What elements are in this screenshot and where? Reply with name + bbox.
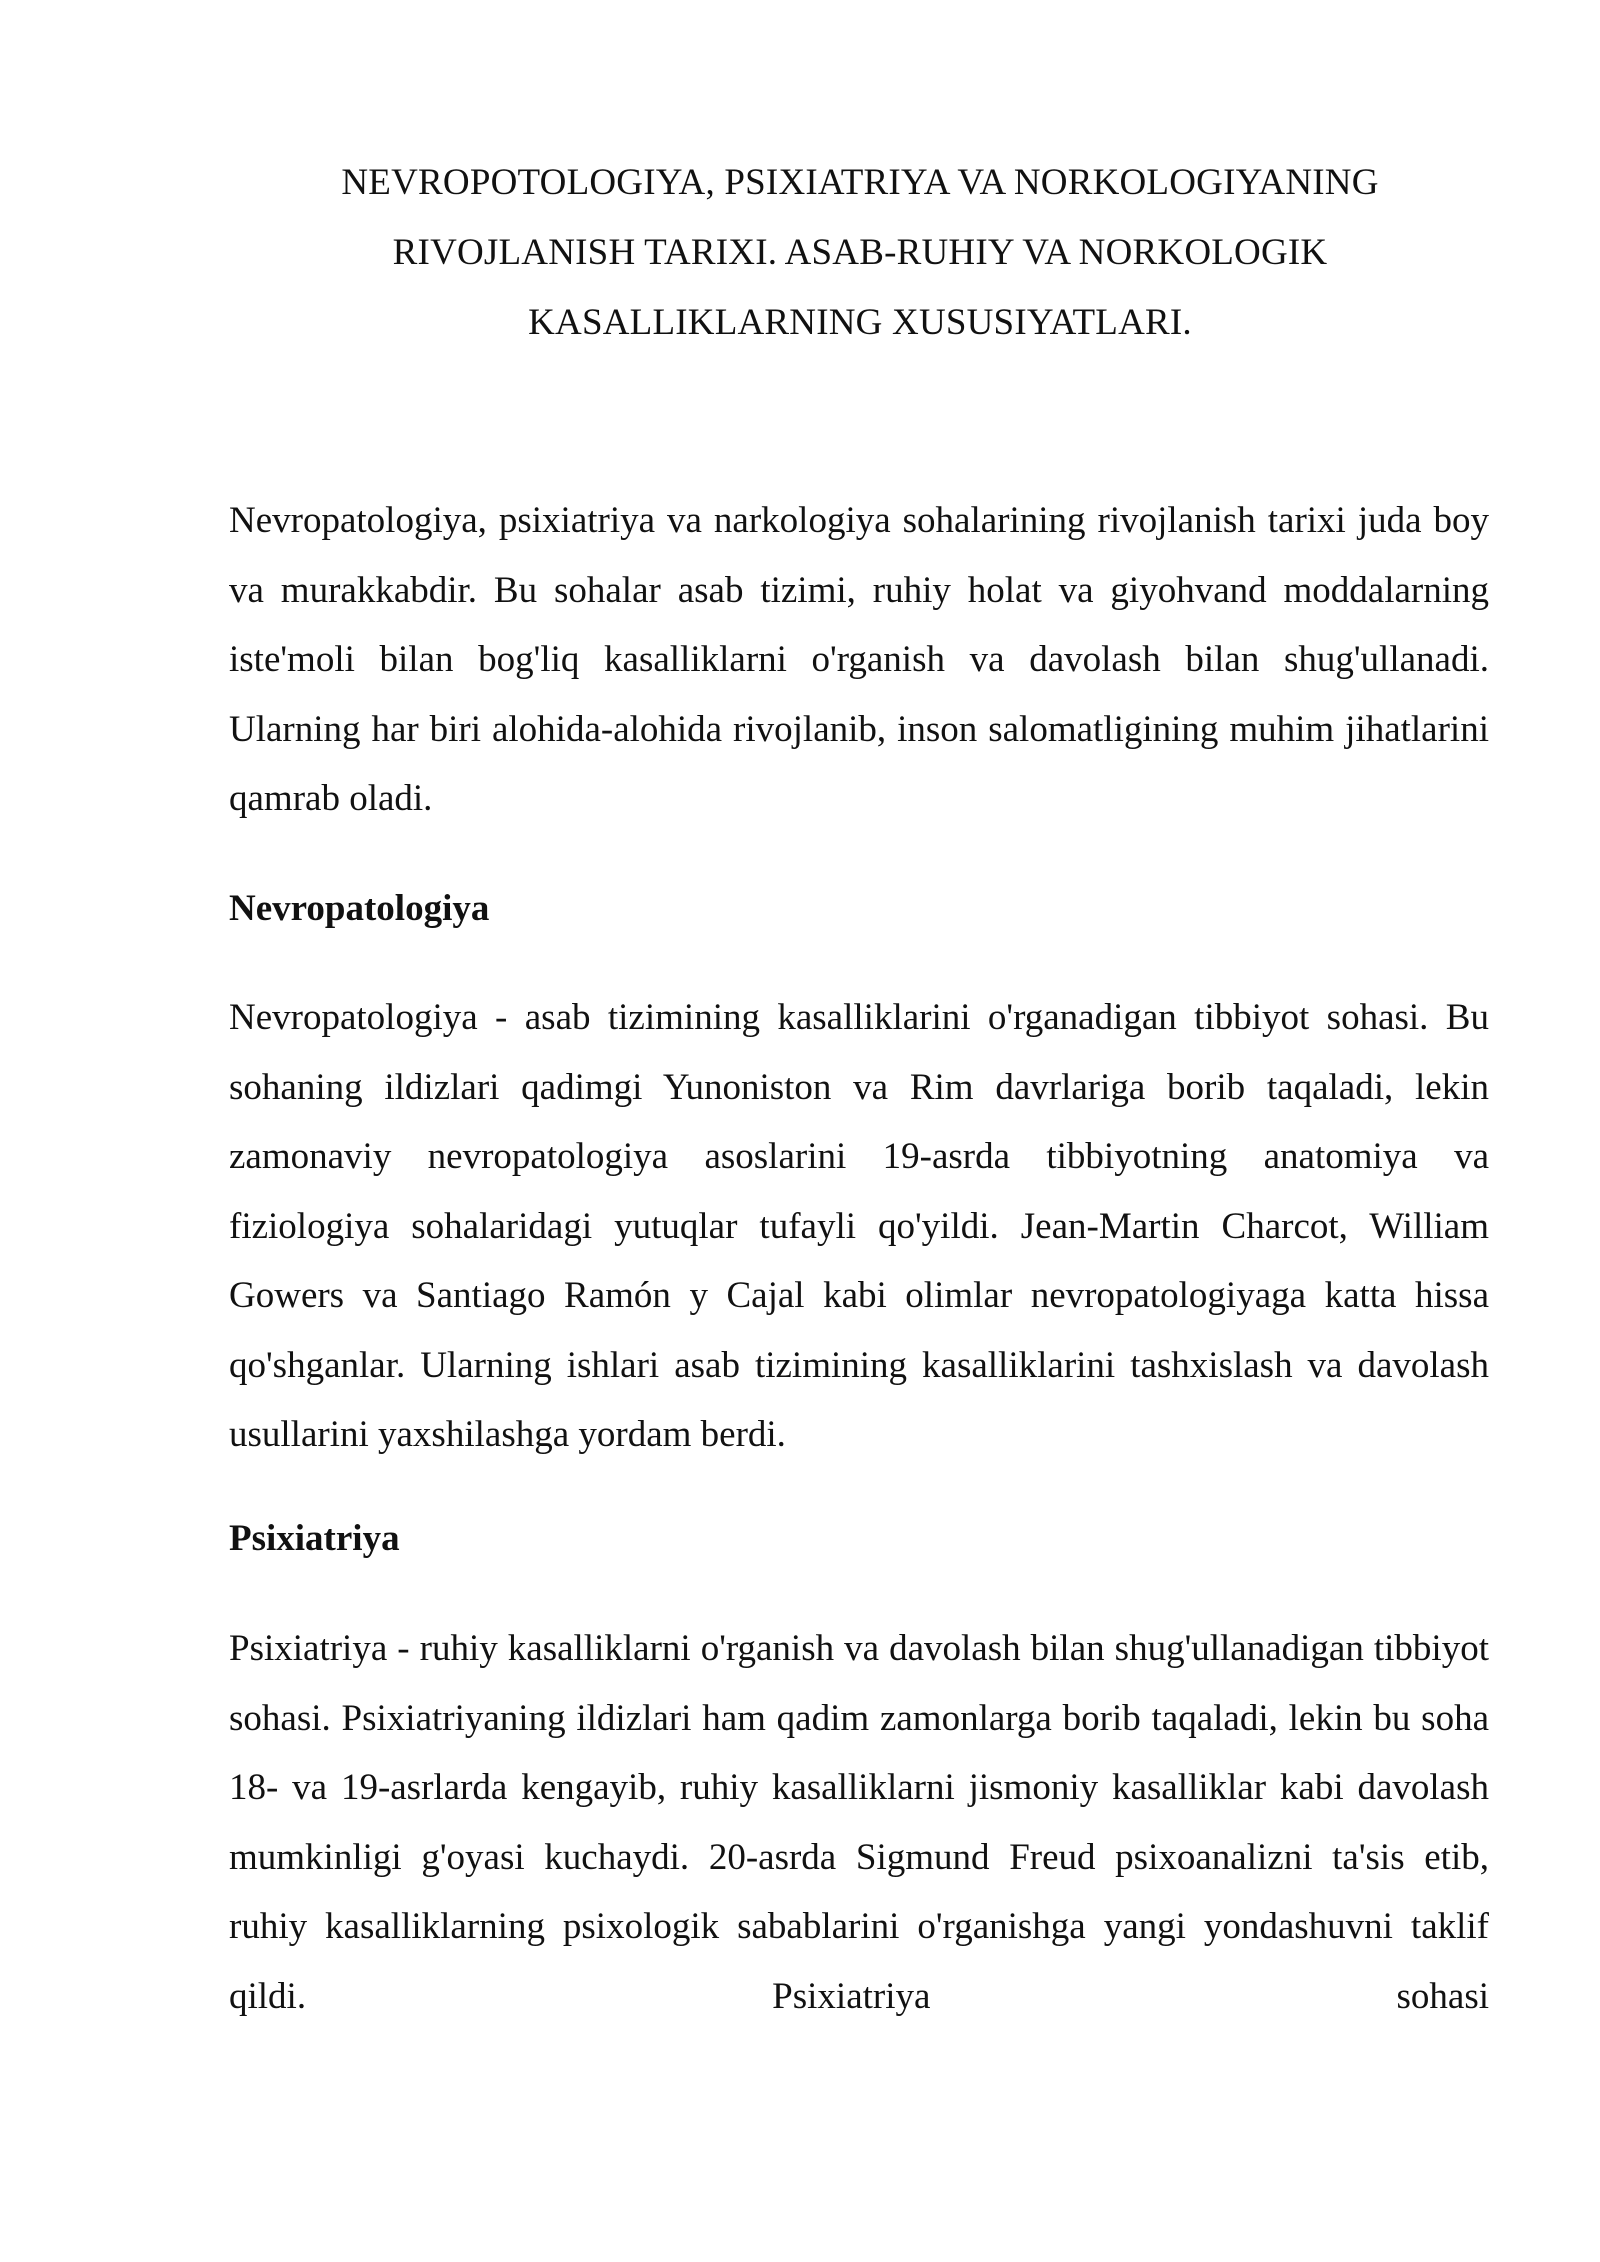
title-line-1: NEVROPOTOLOGIYA, PSIXIATRIYA VA NORKOLOGIYANING: [341, 162, 1379, 203]
intro-paragraph: Nevropatologiya, psixiatriya va narkologiya sohalarining rivojlanish tarixi juda boy va murakkabdir. Bu sohalar asab tizimi, ruhiy holat va giyohvand moddalarning iste'moli bilan bog'liq kasalliklarni o'rganish va davolash bilan shug'ullanadi. Ularning har biri alohida-alohida rivojlanib, inson salomatligining muhim jihatlarini qamrab oladi.: [229, 500, 1489, 819]
document-title: [230, 148, 1490, 358]
title-line-2: RIVOJLANISH TARIXI. ASAB-RUHIY VA NORKOLOGIK: [392, 232, 1328, 273]
title-line-3: KASALLIKLARNING XUSUSIYATLARI.: [528, 302, 1192, 343]
section-paragraph-psixiatriya: Psixiatriya - ruhiy kasalliklarni o'rganish va davolash bilan shug'ullanadigan tibbiyot sohasi. Psixiatriyaning ildizlari ham qadim zamonlarga borib taqaladi, lekin bu soha 18- va 19-asrlarda kengayib, ruhiy kasalliklarni jismoniy kasalliklar kabi davolash mumkinligi g'oyasi kuchaydi. 20-asrda Sigmund Freud psixoanalizni ta'sis etib, ruhiy kasalliklarning psixologik sabablarini o'rganishga yangi yondashuvni taklif qildi. Psixiatriya sohasi: [229, 1628, 1489, 2017]
section-heading-nevropatologiya: Nevropatologiya: [229, 888, 490, 929]
section-heading-psixiatriya: Psixiatriya: [229, 1518, 400, 1559]
section-paragraph-nevropatologiya: Nevropatologiya - asab tizimining kasalliklarini o'rganadigan tibbiyot sohasi. Bu sohaning ildizlari qadimgi Yunoniston va Rim davrlariga borib taqaladi, lekin zamonaviy nevropatologiya asoslarini 19-asrda tibbiyotning anatomiya va fiziologiya sohalaridagi yutuqlar tufayli qo'yildi. Jean-Martin Charcot, William Gowers va Santiago Ramón y Cajal kabi olimlar nevropatologiyaga katta hissa qo'shganlar. Ularning ishlari asab tizimining kasalliklarini tashxislash va davolash usullarini yaxshilashga yordam berdi.: [229, 997, 1489, 1455]
